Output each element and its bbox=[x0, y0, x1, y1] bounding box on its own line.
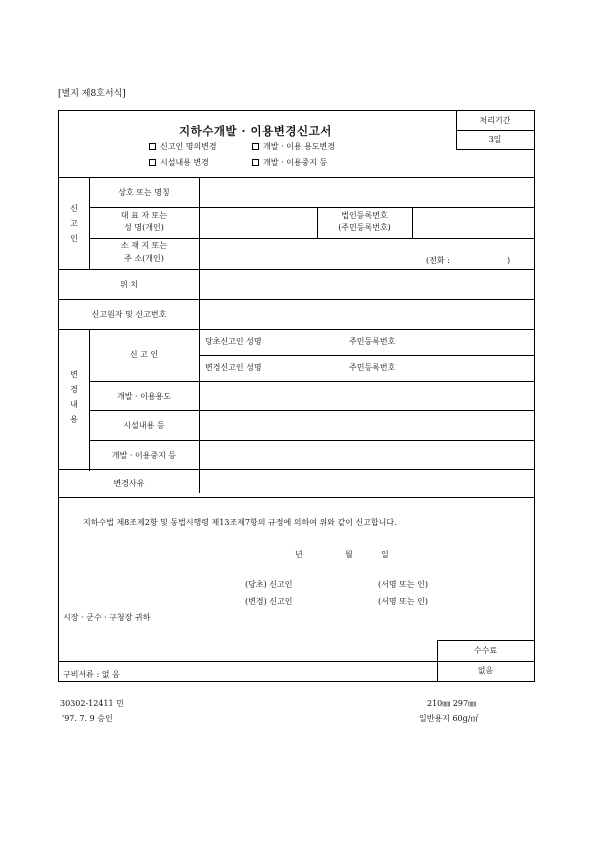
change-group-char: 용 bbox=[70, 415, 78, 424]
date-month: 월 bbox=[345, 550, 353, 559]
usage-label: 개발 · 이용용도 bbox=[117, 392, 171, 401]
required-documents: 구비서류 : 없 음 bbox=[63, 670, 120, 679]
checkbox-usage-change[interactable] bbox=[252, 143, 335, 151]
sign-changed-label: (변경) 신고인 bbox=[245, 597, 293, 606]
facility-field[interactable] bbox=[200, 411, 534, 440]
company-name-field[interactable] bbox=[200, 178, 534, 207]
applicant-group-char: 신 bbox=[70, 204, 78, 213]
divider bbox=[437, 640, 534, 641]
resident-no-label: 주민등록번호 bbox=[349, 337, 396, 346]
checkbox-icon bbox=[252, 143, 259, 150]
change-group-label bbox=[68, 367, 80, 427]
location-label: 위 치 bbox=[120, 280, 138, 289]
phone-close: ) bbox=[507, 256, 511, 265]
checkbox-facility-change[interactable] bbox=[149, 159, 209, 167]
fee-value: 없음 bbox=[477, 666, 494, 675]
checkbox-suspension[interactable] bbox=[252, 159, 327, 167]
divider bbox=[199, 355, 534, 356]
address-label: 소 재 지 또는 bbox=[120, 241, 168, 250]
change-group-char: 변 bbox=[70, 370, 78, 379]
original-report-label: 신고원자 및 신고번호 bbox=[91, 310, 167, 319]
form-title: 지하수개발 · 이용변경신고서 bbox=[179, 124, 332, 138]
resident-reg-label: (주민등록번호) bbox=[338, 223, 391, 232]
divider bbox=[59, 497, 534, 498]
address-label-2: 주 소(개인) bbox=[124, 254, 164, 263]
corp-reg-field[interactable] bbox=[413, 208, 534, 238]
applicant-group-label bbox=[68, 201, 80, 246]
signature-note: (서명 또는 인) bbox=[378, 597, 428, 606]
suspension-label: 개발 · 이용중지 등 bbox=[111, 451, 177, 460]
change-group-char: 경 bbox=[70, 385, 78, 394]
reporter-label: 신 고 인 bbox=[129, 350, 159, 359]
checkbox-label: 개발 · 이용 용도변경 bbox=[263, 142, 335, 151]
reason-label: 변경사유 bbox=[113, 479, 145, 488]
applicant-group-char: 고 bbox=[70, 219, 78, 228]
representative-field[interactable] bbox=[200, 208, 317, 238]
divider bbox=[59, 661, 534, 662]
paper-size: 210㎜ 297㎜ bbox=[427, 699, 477, 708]
changed-reporter-label: 변경신고인 성명 bbox=[205, 363, 262, 372]
addressee: 시장 · 군수 · 구청장 귀하 bbox=[63, 613, 151, 622]
phone-label: (전화 : bbox=[426, 256, 450, 265]
checkbox-name-change[interactable] bbox=[149, 143, 217, 151]
change-group-char: 내 bbox=[70, 400, 78, 409]
form-code: 30302-12411 민 bbox=[60, 699, 124, 708]
location-field[interactable] bbox=[200, 270, 534, 299]
processing-period-value: 3일 bbox=[488, 135, 502, 144]
address-field[interactable] bbox=[200, 239, 534, 269]
form-number-header: [별지 제8호서식] bbox=[58, 89, 126, 99]
original-report-field[interactable] bbox=[200, 300, 534, 329]
report-form bbox=[58, 110, 535, 682]
reason-field[interactable] bbox=[200, 470, 534, 497]
divider bbox=[456, 149, 534, 150]
corp-reg-label: 법인등록번호 bbox=[341, 211, 388, 220]
applicant-group-char: 인 bbox=[70, 234, 78, 243]
representative-label-2: 성 명(개인) bbox=[124, 223, 164, 232]
signature-note: (서명 또는 인) bbox=[378, 580, 428, 589]
company-name-label: 상호 또는 명칭 bbox=[118, 188, 170, 197]
divider bbox=[59, 329, 534, 330]
original-reporter-label: 당초신고인 성명 bbox=[205, 337, 262, 346]
approval-date: '97. 7. 9 승인 bbox=[62, 714, 113, 723]
checkbox-icon bbox=[252, 159, 259, 166]
checkbox-icon bbox=[149, 159, 156, 166]
date-day: 일 bbox=[381, 550, 389, 559]
usage-field[interactable] bbox=[200, 382, 534, 410]
facility-label: 시설내용 등 bbox=[123, 421, 165, 430]
checkbox-label: 시설내용 변경 bbox=[160, 158, 209, 167]
checkbox-label: 개발 · 이용중지 등 bbox=[263, 158, 328, 167]
representative-label: 대 표 자 또는 bbox=[120, 211, 168, 220]
checkbox-label: 신고인 명의변경 bbox=[160, 142, 217, 151]
date-year: 년 bbox=[295, 550, 303, 559]
checkbox-icon bbox=[149, 143, 156, 150]
paper-type: 일반용지 60g/㎡ bbox=[419, 714, 479, 723]
suspension-field[interactable] bbox=[200, 441, 534, 469]
resident-no-label: 주민등록번호 bbox=[349, 363, 396, 372]
declaration-text: 지하수법 제8조제2항 및 동법시행령 제13조제7항의 규정에 의하여 위와 같이 신고합니다. bbox=[83, 518, 397, 527]
processing-period-label: 처리기간 bbox=[479, 116, 511, 125]
fee-label: 수수료 bbox=[473, 646, 498, 655]
divider bbox=[456, 130, 534, 131]
sign-original-label: (당초) 신고인 bbox=[245, 580, 293, 589]
